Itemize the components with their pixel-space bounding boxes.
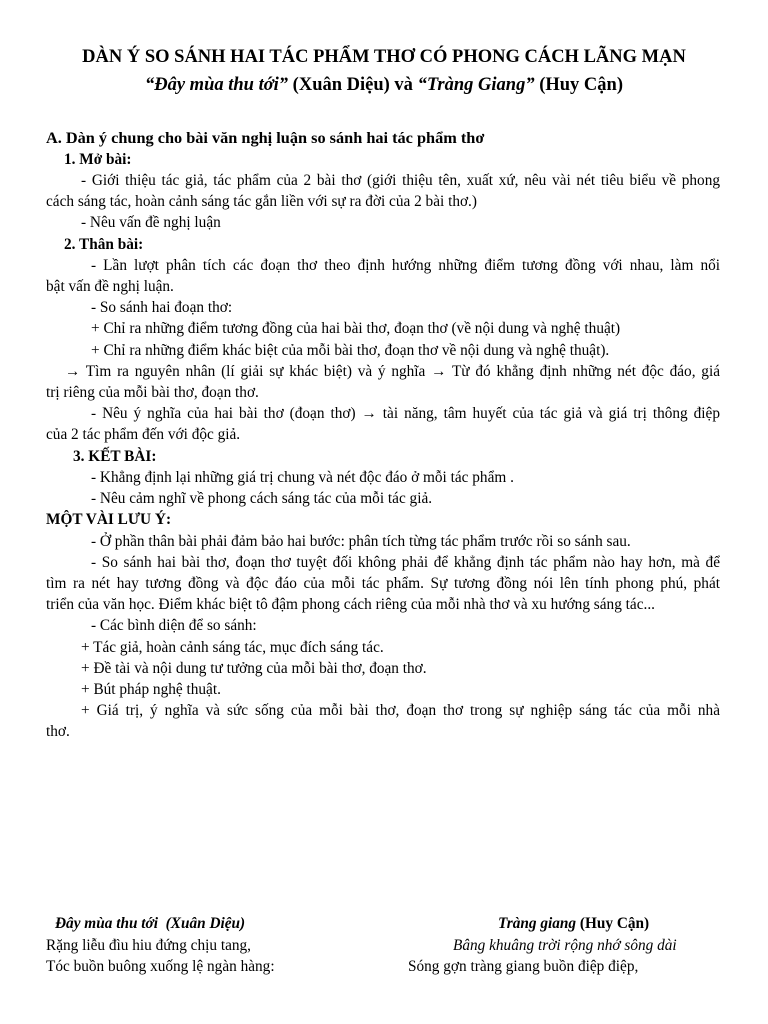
right-poem-line: Sóng gợn tràng giang buồn điệp điệp, [408, 958, 639, 975]
poem-title-1: “Đây mùa thu tới” [144, 75, 289, 95]
left-poem-heading [55, 913, 245, 934]
than-bai-line: - Nêu ý nghĩa của hai bài thơ (đoạn thơ) → tài năng, tâm huyết của tác giả và giá trị thông điệp [91, 405, 720, 422]
left-poem-line: Tóc buồn buông xuống lệ ngàn hàng: [46, 958, 275, 975]
author-2: (Huy Cận) [534, 75, 623, 95]
ket-bai-line: - Khẳng định lại những giá trị chung và nét độc đáo ở mỗi tác phẩm . [91, 469, 514, 486]
notes-heading: MỘT VÀI LƯU Ý: [46, 511, 172, 528]
note-line: - Ở phần thân bài phải đảm bảo hai bước: phân tích từng tác phẩm trước rồi so sánh sau. [91, 533, 631, 550]
left-poem-author: (Xuân Diệu) [165, 915, 246, 932]
than-bai-line: + Chỉ ra những điểm khác biệt của mỗi bài thơ, đoạn thơ về nội dung và nghệ thuật). [91, 342, 610, 359]
mo-bai-line: - Nêu vấn đề nghị luận [81, 214, 221, 231]
note-line: + Đề tài và nội dung tư tưởng của mỗi bài thơ, đoạn thơ. [81, 660, 427, 677]
note-line: - Các bình diện để so sánh: [91, 617, 257, 634]
note-line: thơ. [46, 723, 70, 740]
than-bai-line: - So sánh hai đoạn thơ: [91, 299, 233, 316]
poem-title-2: “Tràng Giang” [417, 75, 535, 95]
note-line: + Giá trị, ý nghĩa và sức sống của mỗi bài thơ, đoạn thơ trong sự nghiệp sáng tác của mỗi nhà [81, 702, 720, 719]
section-a-heading: A. Dàn ý chung cho bài văn nghị luận so sánh hai tác phẩm thơ [46, 128, 485, 147]
than-bai-line: - Lần lượt phân tích các đoạn thơ theo định hướng những điểm tương đồng với nhau, làm nổi [91, 257, 720, 274]
page-title: DÀN Ý SO SÁNH HAI TÁC PHẨM THƠ CÓ PHONG CÁCH LÃNG MẠN [82, 47, 686, 67]
than-bai-line: → Tìm ra nguyên nhân (lí giải sự khác biệt) và ý nghĩa → Từ đó khẳng định những nét độc đáo, giá [65, 363, 720, 380]
than-bai-line: bật vấn đề nghị luận. [46, 278, 174, 295]
ket-bai-heading: 3. KẾT BÀI: [73, 448, 157, 465]
right-poem-title: Tràng giang [498, 915, 577, 932]
mo-bai-line: cách sáng tác, hoàn cảnh sáng tác gắn liền với sự ra đời của 2 bài thơ.) [46, 193, 477, 210]
note-line: triển của văn học. Điểm khác biệt tô đậm phong cách riêng của mỗi nhà thơ và xu hướng sáng tác... [46, 596, 655, 613]
note-line: tìm ra nét hay tương đồng và độc đáo của mỗi tác phẩm. Sự tương đồng nói lên tính phong phú, phát [46, 575, 720, 592]
author-1: (Xuân Diệu) và [288, 75, 418, 95]
note-line: + Bút pháp nghệ thuật. [81, 681, 221, 698]
left-poem-line: Rặng liễu đìu hiu đứng chịu tang, [46, 937, 251, 954]
ket-bai-line: - Nêu cảm nghĩ về phong cách sáng tác của mỗi tác giả. [91, 490, 433, 507]
mo-bai-heading: 1. Mở bài: [64, 151, 132, 168]
than-bai-line: của 2 tác phẩm đến với độc giả. [46, 426, 241, 443]
right-poem-author: (Huy Cận) [576, 915, 650, 932]
page-subtitle [0, 75, 768, 96]
mo-bai-line: - Giới thiệu tác giả, tác phẩm của 2 bài thơ (giới thiệu tên, xuất xứ, nêu vài nét tiêu biểu về phong [81, 172, 720, 189]
than-bai-line: + Chỉ ra những điểm tương đồng của hai bài thơ, đoạn thơ (về nội dung và nghệ thuật) [91, 320, 621, 337]
right-poem-line: Bâng khuâng trời rộng nhớ sông dài [453, 937, 677, 954]
note-line: + Tác giả, hoàn cảnh sáng tác, mục đích sáng tác. [81, 639, 384, 656]
right-poem-heading [498, 913, 649, 934]
note-line: - So sánh hai bài thơ, đoạn thơ tuyệt đối không phải để khẳng định tác phẩm nào hay hơn, mà để [91, 554, 720, 571]
than-bai-line: trị riêng của mỗi bài thơ, đoạn thơ. [46, 384, 259, 401]
than-bai-heading: 2. Thân bài: [64, 236, 144, 253]
left-poem-title: Đây mùa thu tới [55, 915, 158, 932]
